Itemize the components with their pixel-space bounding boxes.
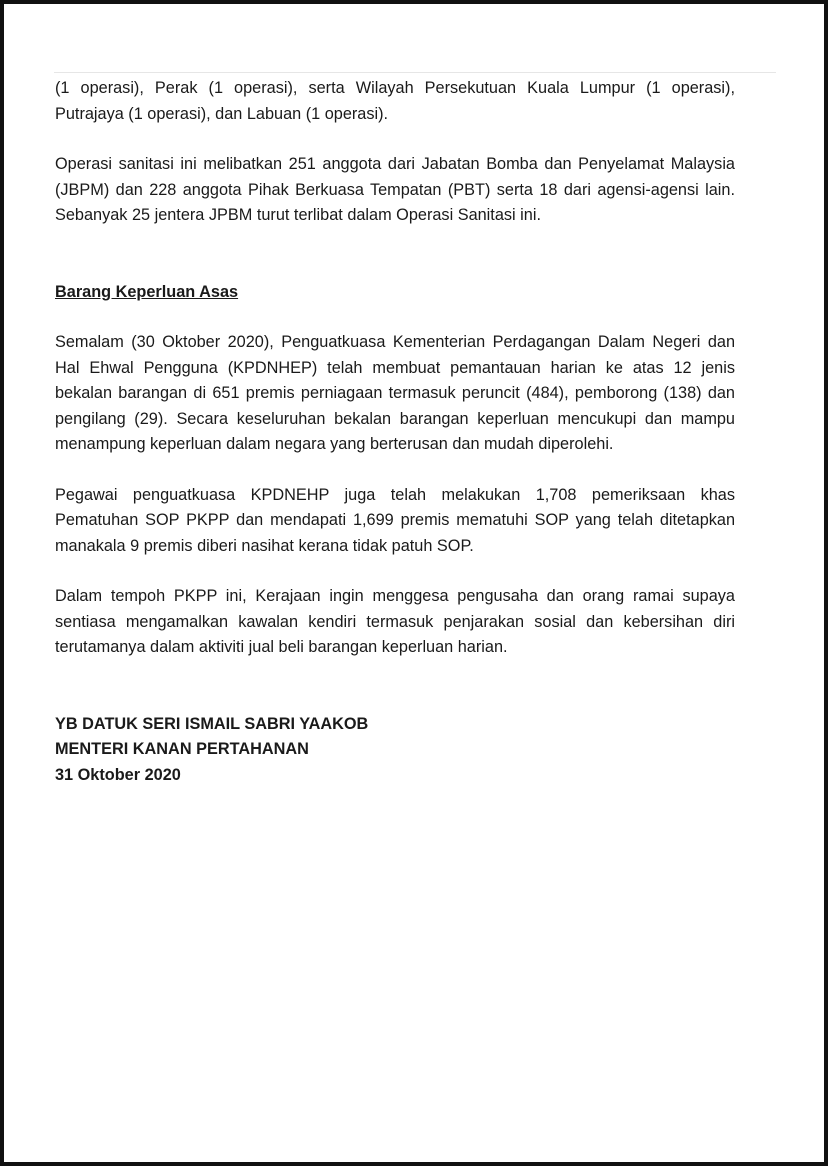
header-divider bbox=[54, 72, 776, 73]
document-body bbox=[55, 76, 735, 788]
public-advisory-paragraph: Dalam tempoh PKPP ini, Kerajaan ingin menggesa pengusaha dan orang ramai supaya sentiasa mengamalkan kawalan kendiri termasuk penjarakan sosial dan kebersihan diri terutamanya dalam aktiviti jual beli barangan keperluan harian. bbox=[55, 587, 735, 656]
document-page bbox=[4, 4, 824, 1162]
supply-monitoring-paragraph: Semalam (30 Oktober 2020), Penguatkuasa Kementerian Perdagangan Dalam Negeri dan Hal Ehwal Pengguna (KPDNHEP) telah membuat pemantauan harian ke atas 12 jenis bekalan barangan di 651 premis perniagaan termasuk peruncit (484), pemborong (138) dan pengilang (29). Secara keseluruhan bekalan barangan keperluan mencukupi dan mampu menampung keperluan dalam negara yang berterusan dan mudah diperolehi. bbox=[55, 333, 735, 453]
intro-paragraph: (1 operasi), Perak (1 operasi), serta Wilayah Persekutuan Kuala Lumpur (1 operasi), Putrajaya (1 operasi), dan Labuan (1 operasi). bbox=[55, 79, 735, 123]
signatory-title: MENTERI KANAN PERTAHANAN bbox=[55, 740, 309, 758]
signature-date: 31 Oktober 2020 bbox=[55, 765, 181, 784]
signatory-name: YB DATUK SERI ISMAIL SABRI YAAKOB bbox=[55, 714, 369, 733]
signature-block bbox=[55, 712, 735, 789]
sop-inspection-paragraph: Pegawai penguatkuasa KPDNEHP juga telah melakukan 1,708 pemeriksaan khas Pematuhan SOP PKPP dan mendapati 1,699 premis mematuhi SOP yang telah ditetapkan manakala 9 premis diberi nasihat kerana tidak patuh SOP. bbox=[55, 485, 735, 555]
section-heading: Barang Keperluan Asas bbox=[55, 282, 239, 301]
sanitation-paragraph: Operasi sanitasi ini melibatkan 251 anggota dari Jabatan Bomba dan Penyelamat Malaysia (JBPM) dan 228 anggota Pihak Berkuasa Tempatan (PBT) serta 18 dari agensi-agensi lain. Sebanyak 25 jentera JPBM turut terlibat dalam Operasi Sanitasi ini. bbox=[55, 155, 735, 224]
